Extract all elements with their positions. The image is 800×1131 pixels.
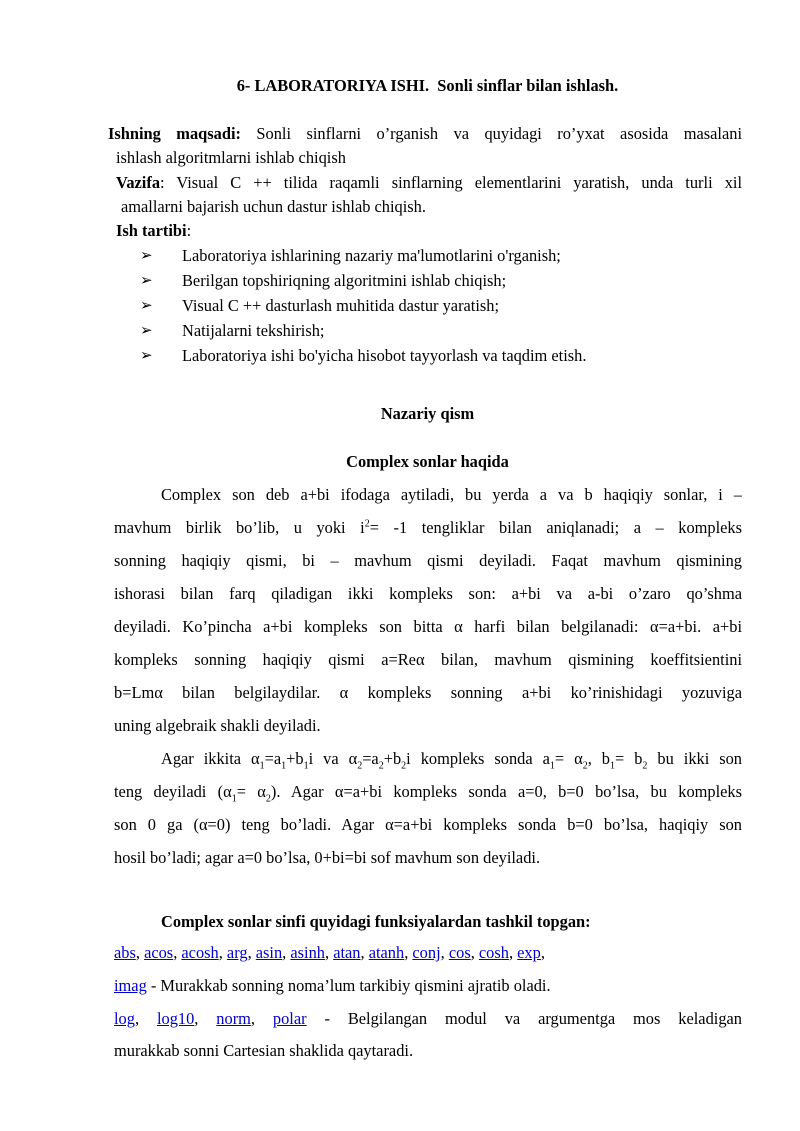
function-link-exp[interactable]: exp [517, 943, 541, 962]
tartib-item: Laboratoriya ishi bo'yicha hisobot tayyorlash va taqdim etish. [182, 346, 587, 365]
function-link-asin[interactable]: asin [255, 943, 283, 962]
text-fragment: =a [362, 749, 379, 768]
text-fragment: i kompleks sonda a [406, 749, 550, 768]
maqsad-line-1 [108, 123, 742, 145]
function-link-acosh[interactable]: acosh [181, 943, 219, 962]
function-link-atan[interactable]: atan [333, 943, 361, 962]
subscript: 2 [265, 793, 271, 803]
subscript: 2 [642, 760, 648, 770]
bullet-arrow-icon: ➢ [140, 248, 153, 264]
functions-heading: Complex sonlar sinfi quyidagi funksiyalardan tashkil topgan: [161, 912, 591, 931]
separator: , [324, 943, 334, 962]
separator: , [218, 943, 227, 962]
para2-line-4: hosil bo’ladi; agar a=0 bo’lsa, 0+bi=bi sof mavhum son deyiladi. [114, 848, 541, 867]
para2-line-1 [161, 748, 742, 770]
tartib-colon: : [186, 221, 192, 240]
function-link-asinh[interactable]: asinh [290, 943, 325, 962]
subscript: 2 [357, 760, 363, 770]
para1-line: deyiladi. Ko’pincha a+bi kompleks son bitta α harfi bilan belgilanadi: α=a+bi. a+bi [114, 617, 742, 636]
text-fragment: teng deyiladi (α [114, 782, 232, 801]
subscript: 2 [378, 760, 384, 770]
vazifa-line-2: amallarni bajarish uchun dastur ishlab chiqish. [121, 197, 426, 216]
function-link-arg[interactable]: arg [226, 943, 248, 962]
tartib-label: Ish tartibi [116, 221, 187, 240]
bullet-arrow-icon: ➢ [140, 273, 153, 289]
maqsad-text-1: Sonli sinflarni o’rganish va quyidagi ro’yxat asosida masalani [240, 124, 742, 143]
para1-fragment: mavhum birlik bo’lib, u yoki i [114, 518, 365, 537]
separator: , [404, 943, 413, 962]
function-link-polar[interactable]: polar [272, 1009, 307, 1028]
separator: , [508, 943, 518, 962]
vazifa-line-1 [116, 172, 742, 194]
text-fragment: = b [615, 749, 643, 768]
para1-line: uning algebraik shakli deyiladi. [114, 716, 321, 735]
bullet-arrow-icon: ➢ [140, 298, 153, 314]
function-link-abs[interactable]: abs [114, 943, 136, 962]
subscript: 1 [231, 793, 237, 803]
separator: , [470, 943, 479, 962]
text-fragment: =a [264, 749, 282, 768]
separator: , [247, 943, 256, 962]
separator: , [134, 1009, 157, 1028]
subscript: 1 [281, 760, 287, 770]
tartib-item: Visual C ++ dasturlash muhitida dastur yaratish; [182, 296, 500, 315]
para1-line: sonning haqiqiy qismi, bi – mavhum qismi deyiladi. Faqat mavhum qismining [114, 551, 742, 570]
tartib-item: Natijalarni tekshirish; [182, 321, 325, 340]
para1-line: kompleks sonning haqiqiy qismi a=Reα bilan, mavhum qismining koeffitsientini [114, 650, 742, 669]
imag-row [114, 975, 551, 997]
text-fragment: Agar ikkita α [161, 749, 260, 768]
bullet-arrow-icon: ➢ [140, 323, 153, 339]
separator: , [440, 943, 449, 962]
maqsad-label: Ishning maqsadi: [108, 124, 241, 143]
separator: , [360, 943, 369, 962]
para1-line: ishorasi bilan farq qiladigan ikki kompleks son: a+bi va a-bi o’zaro qo’shma [114, 584, 742, 603]
imag-description: - Murakkab sonning noma’lum tarkibiy qismini ajratib oladi. [146, 976, 551, 995]
separator: , [540, 943, 545, 962]
function-link-norm[interactable]: norm [216, 1009, 251, 1028]
functions-row [114, 942, 545, 964]
subscript: 1 [610, 760, 615, 770]
text-fragment: +b [286, 749, 304, 768]
para1-fragment: = -1 tengliklar bilan aniqlanadi; a – kompleks [369, 518, 742, 537]
text-fragment: = α [554, 749, 583, 768]
function-link-conj[interactable]: conj [412, 943, 441, 962]
superscript-2: 2 [364, 518, 370, 530]
nazariy-heading: Nazariy qism [380, 404, 475, 423]
text-fragment: +b [383, 749, 402, 768]
para1-line: Complex son deb a+bi ifodaga aytiladi, bu yerda a va b haqiqiy sonlar, i – [161, 485, 742, 504]
separator: , [135, 943, 145, 962]
log-row [114, 1008, 742, 1030]
separator: , [173, 943, 182, 962]
subscript: 1 [549, 760, 555, 770]
function-link-log10[interactable]: log10 [156, 1009, 195, 1028]
text-fragment: i va α [308, 749, 358, 768]
log-description-2: murakkab sonni Cartesian shaklida qaytaradi. [114, 1041, 414, 1060]
function-link-cos[interactable]: cos [448, 943, 471, 962]
para1-line [114, 517, 742, 539]
subscript: 2 [582, 760, 588, 770]
separator: , [282, 943, 291, 962]
para2-line-3: son 0 ga (α=0) teng bo’ladi. Agar α=a+bi kompleks sonda b=0 bo’lsa, haqiqiy son [114, 815, 742, 834]
text-fragment: bu ikki son [647, 749, 742, 768]
para2-line-2 [114, 781, 742, 803]
separator: , [250, 1009, 273, 1028]
tartib-item: Laboratoriya ishlarining nazariy ma'lumotlarini o'rganish; [182, 246, 561, 265]
subscript: 2 [401, 760, 407, 770]
tartib-heading [116, 220, 191, 242]
tartib-item: Berilgan topshiriqning algoritmini ishlab chiqish; [182, 271, 507, 290]
complex-heading: Complex sonlar haqida [346, 452, 509, 471]
function-link-log[interactable]: log [114, 1009, 135, 1028]
function-link-atanh[interactable]: atanh [368, 943, 405, 962]
function-link-cosh[interactable]: cosh [478, 943, 509, 962]
separator: , [194, 1009, 217, 1028]
subscript: 1 [303, 760, 309, 770]
vazifa-text-1: : Visual C ++ tilida raqamli sinflarning elementlarini yaratish, unda turli xil [160, 173, 742, 192]
text-fragment: , b [587, 749, 610, 768]
function-link-acos[interactable]: acos [144, 943, 174, 962]
maqsad-line-2: ishlash algoritmlarni ishlab chiqish [116, 148, 346, 167]
text-fragment: ). Agar α=a+bi kompleks sonda a=0, b=0 bo’lsa, bu kompleks [270, 782, 742, 801]
page-title: 6- LABORATORIYA ISHI. Sonli sinflar bilan ishlash. [236, 76, 619, 95]
function-link-imag[interactable]: imag [114, 976, 147, 995]
vazifa-label: Vazifa [116, 173, 161, 192]
text-fragment: = α [236, 782, 266, 801]
bullet-arrow-icon: ➢ [140, 348, 153, 364]
subscript: 1 [259, 760, 265, 770]
para1-line: b=Lmα bilan belgilaydilar. α kompleks sonning a+bi ko’rinishidagi yozuviga [114, 683, 742, 702]
log-description: - Belgilangan modul va argumentga mos keladigan [324, 1009, 742, 1028]
